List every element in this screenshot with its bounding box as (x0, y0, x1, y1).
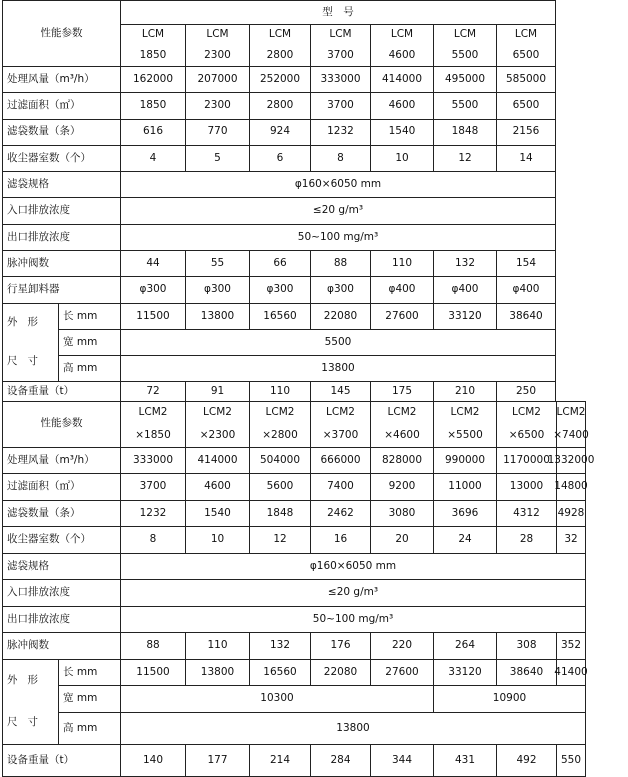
row-label: 高 mm (58, 712, 120, 744)
value-cell: 5600 (249, 473, 310, 500)
value-cell: 13800 (185, 659, 249, 686)
value-cell: 41400 (556, 659, 586, 686)
value-cell: 110 (370, 250, 433, 276)
row-label: 滤袋数量（条） (2, 119, 120, 145)
value-cell: φ400 (496, 276, 556, 302)
model-header-cell (120, 24, 185, 66)
value-cell: 44 (120, 250, 185, 276)
model-name: LCM (141, 28, 165, 41)
value-cell: φ400 (370, 276, 433, 302)
value-cell: 4600 (370, 92, 433, 118)
model-header-cell (310, 401, 370, 447)
model-size: ×7400 (553, 428, 589, 441)
value-cell: 14800 (556, 473, 586, 500)
value-cell: 5 (185, 145, 249, 171)
model-header-cell (120, 401, 185, 447)
model-size: 3700 (327, 48, 354, 61)
value-cell: 12 (249, 526, 310, 553)
dimension-label-text: 尺寸 (7, 716, 48, 729)
value-cell: 344 (370, 744, 433, 777)
value-cell: 9200 (370, 473, 433, 500)
value-cell: 495000 (433, 66, 496, 92)
value-cell: 88 (120, 632, 185, 659)
model-name: LCM2 (326, 406, 355, 419)
value-cell: 924 (249, 119, 310, 145)
value-cell: 38640 (496, 303, 556, 329)
model-header-cell (433, 401, 496, 447)
model-size: 1850 (139, 48, 167, 61)
row-label: 设备重量（t） (2, 381, 120, 401)
value-cell: 16560 (249, 659, 310, 686)
value-cell: 210 (433, 381, 496, 401)
value-cell: 28 (496, 526, 556, 553)
value-cell: 1540 (185, 500, 249, 527)
dimension-label (2, 659, 58, 744)
model-header-cell (249, 401, 310, 447)
value-cell: 308 (496, 632, 556, 659)
value-cell: 22080 (310, 659, 370, 686)
row-label: 高 mm (58, 355, 120, 381)
value-cell: 110 (185, 632, 249, 659)
value-cell: 1332000 (556, 447, 586, 474)
row-label: 出口排放浓度 (2, 224, 120, 250)
value-cell: 27600 (370, 303, 433, 329)
value-cell: 585000 (496, 66, 556, 92)
value-cell: 132 (433, 250, 496, 276)
row-label: 过滤面积（㎡） (2, 473, 120, 500)
value-cell: 55 (185, 250, 249, 276)
row-label: 宽 mm (58, 685, 120, 712)
value-cell: φ160×6050 mm (120, 171, 556, 197)
model-name: LCM (206, 28, 229, 41)
value-cell: 145 (310, 381, 370, 401)
model-size: ×1850 (135, 428, 171, 441)
value-cell: 6 (249, 145, 310, 171)
value-cell: 264 (433, 632, 496, 659)
model-name: LCM (514, 28, 538, 41)
value-cell: 22080 (310, 303, 370, 329)
value-cell: 431 (433, 744, 496, 777)
value-cell: 616 (120, 119, 185, 145)
value-cell: 11500 (120, 303, 185, 329)
model-size: ×2300 (199, 428, 236, 441)
model-size: ×5500 (447, 428, 483, 441)
value-cell: 207000 (185, 66, 249, 92)
value-cell: 13000 (496, 473, 556, 500)
value-cell: 13800 (185, 303, 249, 329)
row-label: 长 mm (58, 659, 120, 686)
row-label: 过滤面积（㎡） (2, 92, 120, 118)
value-cell: 414000 (370, 66, 433, 92)
value-cell: 1540 (370, 119, 433, 145)
value-cell: 4928 (556, 500, 586, 527)
value-cell: 3700 (120, 473, 185, 500)
value-cell: 175 (370, 381, 433, 401)
row-label: 出口排放浓度 (2, 606, 120, 633)
row-label: 滤袋规格 (2, 171, 120, 197)
value-cell: 2156 (496, 119, 556, 145)
value-cell: 220 (370, 632, 433, 659)
row-label: 滤袋数量（条） (2, 500, 120, 527)
value-cell: 4 (120, 145, 185, 171)
value-cell: 50~100 mg/m³ (120, 224, 556, 250)
value-cell: 3700 (310, 92, 370, 118)
value-cell: φ300 (310, 276, 370, 302)
row-label: 设备重量（t） (2, 744, 120, 777)
value-cell: 66 (249, 250, 310, 276)
value-cell: 2462 (310, 500, 370, 527)
model-header-cell (370, 401, 433, 447)
value-cell: 4600 (185, 473, 249, 500)
value-cell: 154 (496, 250, 556, 276)
value-cell: 16560 (249, 303, 310, 329)
model-size: 4600 (388, 48, 416, 61)
dimension-label (2, 303, 58, 382)
model-size: ×4600 (384, 428, 420, 441)
value-cell: 38640 (496, 659, 556, 686)
dimension-label-text: 尺寸 (7, 355, 48, 368)
value-cell: φ300 (249, 276, 310, 302)
value-cell: 8 (120, 526, 185, 553)
model-size: ×2800 (262, 428, 298, 441)
value-cell: 10 (370, 145, 433, 171)
value-cell: 333000 (310, 66, 370, 92)
value-cell: 1848 (433, 119, 496, 145)
value-cell: 10900 (433, 685, 586, 712)
value-cell: 3080 (370, 500, 433, 527)
model-size: ×6500 (508, 428, 545, 441)
value-cell: 88 (310, 250, 370, 276)
value-cell: 2800 (249, 92, 310, 118)
value-cell: 10300 (120, 685, 433, 712)
value-cell: 4312 (496, 500, 556, 527)
row-label: 收尘器室数（个） (2, 526, 120, 553)
value-cell: 504000 (249, 447, 310, 474)
model-size: 6500 (512, 48, 540, 61)
model-name: LCM (453, 28, 477, 41)
value-cell: 284 (310, 744, 370, 777)
model-header-cell (553, 401, 589, 447)
value-cell: 492 (496, 744, 556, 777)
model-header-cell (433, 24, 496, 66)
dimension-label-text: 外形 (7, 674, 48, 687)
value-cell: φ160×6050 mm (120, 553, 586, 580)
value-cell: 10 (185, 526, 249, 553)
value-cell: 27600 (370, 659, 433, 686)
value-cell: 7400 (310, 473, 370, 500)
value-cell: 8 (310, 145, 370, 171)
value-cell: 72 (120, 381, 185, 401)
model-name: LCM2 (450, 406, 480, 419)
row-label: 宽 mm (58, 329, 120, 355)
model-header-cell (310, 24, 370, 66)
row-label: 收尘器室数（个） (2, 145, 120, 171)
row-label: 入口排放浓度 (2, 197, 120, 223)
value-cell: 250 (496, 381, 556, 401)
param-header: 性能参数 (2, 0, 120, 66)
value-cell: 3696 (433, 500, 496, 527)
model-size: ×3700 (322, 428, 359, 441)
value-cell: φ400 (433, 276, 496, 302)
value-cell: 162000 (120, 66, 185, 92)
model-size: 2800 (266, 48, 294, 61)
value-cell: 91 (185, 381, 249, 401)
value-cell: ≤20 g/m³ (120, 197, 556, 223)
value-cell: 11000 (433, 473, 496, 500)
row-label: 处理风量（m³/h） (2, 66, 120, 92)
value-cell: 14 (496, 145, 556, 171)
dimension-label-text: 外形 (7, 316, 48, 329)
value-cell: 5500 (433, 92, 496, 118)
value-cell: 13800 (120, 355, 556, 381)
model-header-cell (370, 24, 433, 66)
value-cell: 333000 (120, 447, 185, 474)
value-cell: 110 (249, 381, 310, 401)
value-cell: 550 (556, 744, 586, 777)
value-cell: 666000 (310, 447, 370, 474)
value-cell: 177 (185, 744, 249, 777)
model-name: LCM (268, 28, 292, 41)
value-cell: 1170000 (496, 447, 556, 474)
value-cell: 1232 (120, 500, 185, 527)
model-name: LCM2 (138, 406, 168, 419)
model-size: 2300 (204, 48, 231, 61)
value-cell: 770 (185, 119, 249, 145)
value-cell: 50~100 mg/m³ (120, 606, 586, 633)
value-cell: 214 (249, 744, 310, 777)
model-name: LCM (390, 28, 414, 41)
value-cell: 252000 (249, 66, 310, 92)
value-cell: 20 (370, 526, 433, 553)
value-cell: ≤20 g/m³ (120, 579, 586, 606)
model-name: LCM2 (512, 406, 541, 419)
model-header-cell (185, 401, 249, 447)
row-label: 脉冲阀数 (2, 250, 120, 276)
model-header: 型 号 (120, 0, 556, 24)
value-cell: 414000 (185, 447, 249, 474)
model-header-cell (249, 24, 310, 66)
model-name: LCM2 (387, 406, 417, 419)
row-label: 入口排放浓度 (2, 579, 120, 606)
spec-table (2, 0, 626, 777)
model-header-cell (496, 24, 556, 66)
value-cell: 176 (310, 632, 370, 659)
value-cell: 13800 (120, 712, 586, 744)
value-cell: 1232 (310, 119, 370, 145)
model-header-cell (496, 401, 556, 447)
value-cell: 828000 (370, 447, 433, 474)
value-cell: 352 (556, 632, 586, 659)
row-label: 脉冲阀数 (2, 632, 120, 659)
model-name: LCM2 (203, 406, 232, 419)
value-cell: 132 (249, 632, 310, 659)
value-cell: 140 (120, 744, 185, 777)
model-name: LCM2 (556, 406, 586, 419)
value-cell: φ300 (185, 276, 249, 302)
value-cell: 32 (556, 526, 586, 553)
param-header: 性能参数 (2, 401, 120, 447)
value-cell: 1850 (120, 92, 185, 118)
value-cell: 11500 (120, 659, 185, 686)
value-cell: 6500 (496, 92, 556, 118)
value-cell: 24 (433, 526, 496, 553)
value-cell: 5500 (120, 329, 556, 355)
value-cell: 2300 (185, 92, 249, 118)
model-name: LCM2 (265, 406, 295, 419)
value-cell: 16 (310, 526, 370, 553)
value-cell: 33120 (433, 659, 496, 686)
row-label: 滤袋规格 (2, 553, 120, 580)
value-cell: 12 (433, 145, 496, 171)
row-label: 处理风量（m³/h） (2, 447, 120, 474)
model-size: 5500 (451, 48, 479, 61)
row-label: 长 mm (58, 303, 120, 329)
row-label: 行星卸料器 (2, 276, 120, 302)
value-cell: 990000 (433, 447, 496, 474)
value-cell: φ300 (120, 276, 185, 302)
value-cell: 33120 (433, 303, 496, 329)
value-cell: 1848 (249, 500, 310, 527)
model-name: LCM (329, 28, 352, 41)
model-header-cell (185, 24, 249, 66)
